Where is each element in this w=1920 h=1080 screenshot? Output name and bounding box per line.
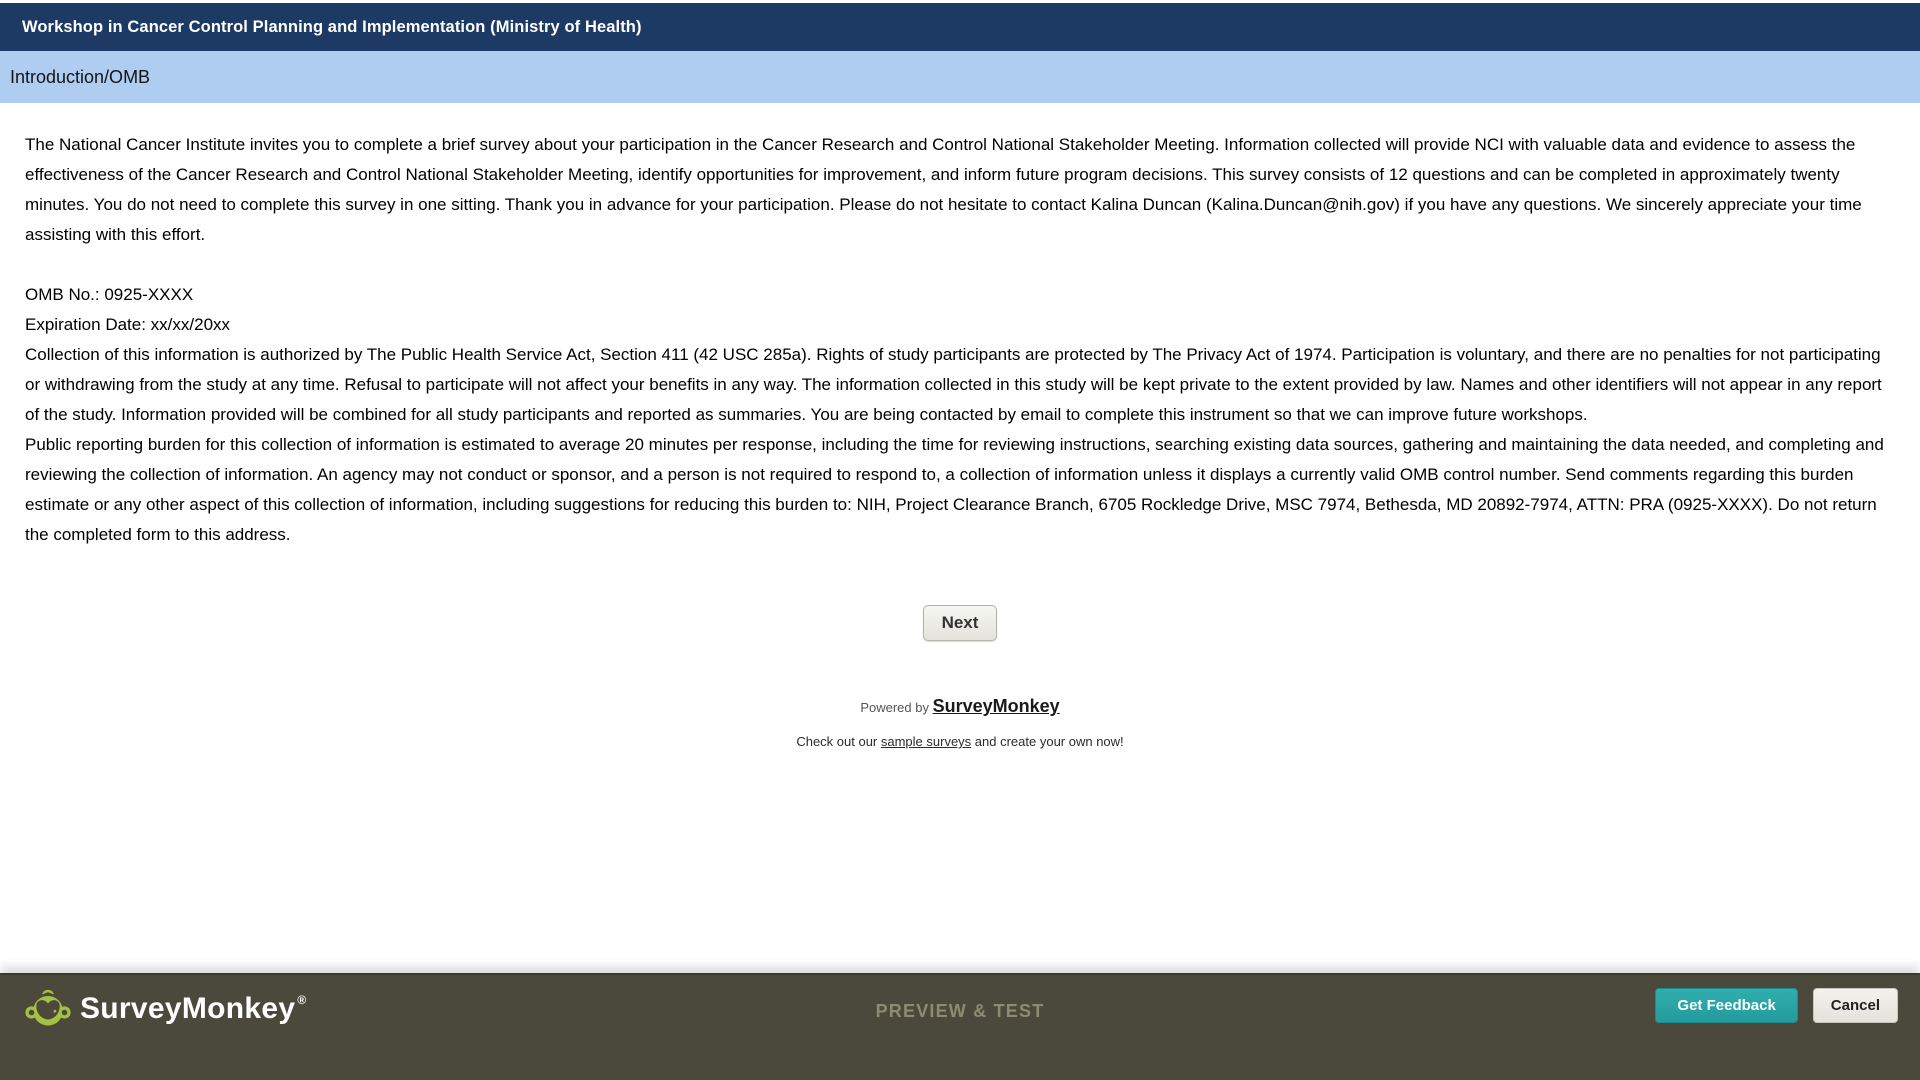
registered-trademark: ® (297, 993, 307, 1007)
expiration-date-line: Expiration Date: xx/xx/20xx (25, 315, 231, 334)
next-button[interactable]: Next (923, 605, 998, 641)
surveymonkey-wordmark: SurveyMonkey ® (80, 992, 307, 1025)
preview-footer-bar (0, 973, 1920, 1080)
preview-and-test-label: PREVIEW & TEST (875, 1001, 1045, 1021)
intro-paragraph: The National Cancer Institute invites you to complete a brief survey about your participation in the Cancer Research and Control National Stakeholder Meeting. Information collected will provide NCI with valuable data and evidence to assess the effectiveness of the Cancer Research and Control National Stakeholder Meeting, identify opportunities for improvement, and inform future program decisions. This survey consists of 12 questions and can be completed in approximately twenty minutes. You do not need to complete this survey in one sitting. Thank you in advance for your participation. Please do not hesitate to contact Kalina Duncan (Kalina.Duncan@nih.gov) if you have any questions. We sincerely appreciate your time assisting with this effort. (25, 135, 1862, 244)
powered-by-block (25, 691, 1895, 757)
surveymonkey-logo[interactable] (25, 989, 307, 1029)
monkey-icon (25, 989, 71, 1029)
survey-page-title: Introduction/OMB (10, 66, 151, 87)
burden-paragraph: Public reporting burden for this collection of information is estimated to average 20 minutes per response, including the time for reviewing instructions, searching existing data sources, gathering and maintaining the data needed, and completing and reviewing the collection of information. An agency may not conduct or sponsor, and a person is not required to respond to, a collection of information unless it displays a currently valid OMB control number. Send comments regarding this burden estimate or any other aspect of this collection of information, including suggestions for reducing this burden to: NIH, Project Clearance Branch, 6705 Rockledge Drive, MSC 7974, Bethesda, MD 20892-7974, ATTN: PRA (0925-XXXX). Do not return the completed form to this address. (25, 435, 1884, 544)
footer-actions (1655, 988, 1898, 1023)
cancel-button[interactable]: Cancel (1813, 988, 1898, 1023)
collection-paragraph: Collection of this information is authorized by The Public Health Service Act, Section 411 (42 USC 285a). Rights of study participants are protected by The Privacy Act of 1974. Participation is voluntary, and there are no penalties for not participating or withdrawing from the study at any time. Refusal to participate will not affect your benefits in any way. The information collected in this study will be kept private to the extent provided by law. Names and other identifiers will not appear in any report of the study. Information provided will be combined for all study participants and reported as summaries. You are being contacted by email to complete this instrument so that we can improve future workshops. (25, 345, 1882, 424)
survey-title-bar (0, 3, 1920, 51)
get-feedback-button[interactable]: Get Feedback (1655, 988, 1797, 1023)
surveymonkey-link[interactable]: SurveyMonkey (932, 696, 1060, 716)
checkout-suffix-text: and create your own now! (971, 734, 1124, 749)
checkout-line (25, 727, 1895, 757)
omb-block (25, 280, 1895, 550)
sample-surveys-link[interactable]: sample surveys (880, 734, 972, 749)
powered-by-text: Powered by (860, 700, 933, 715)
powered-by-line (25, 691, 1895, 723)
omb-number-line: OMB No.: 0925-XXXX (25, 285, 194, 304)
survey-page-bar (0, 51, 1920, 103)
survey-body (0, 103, 1920, 757)
survey-title: Workshop in Cancer Control Planning and Implementation (Ministry of Health) (22, 17, 642, 36)
checkout-prefix-text: Check out our (796, 734, 881, 749)
